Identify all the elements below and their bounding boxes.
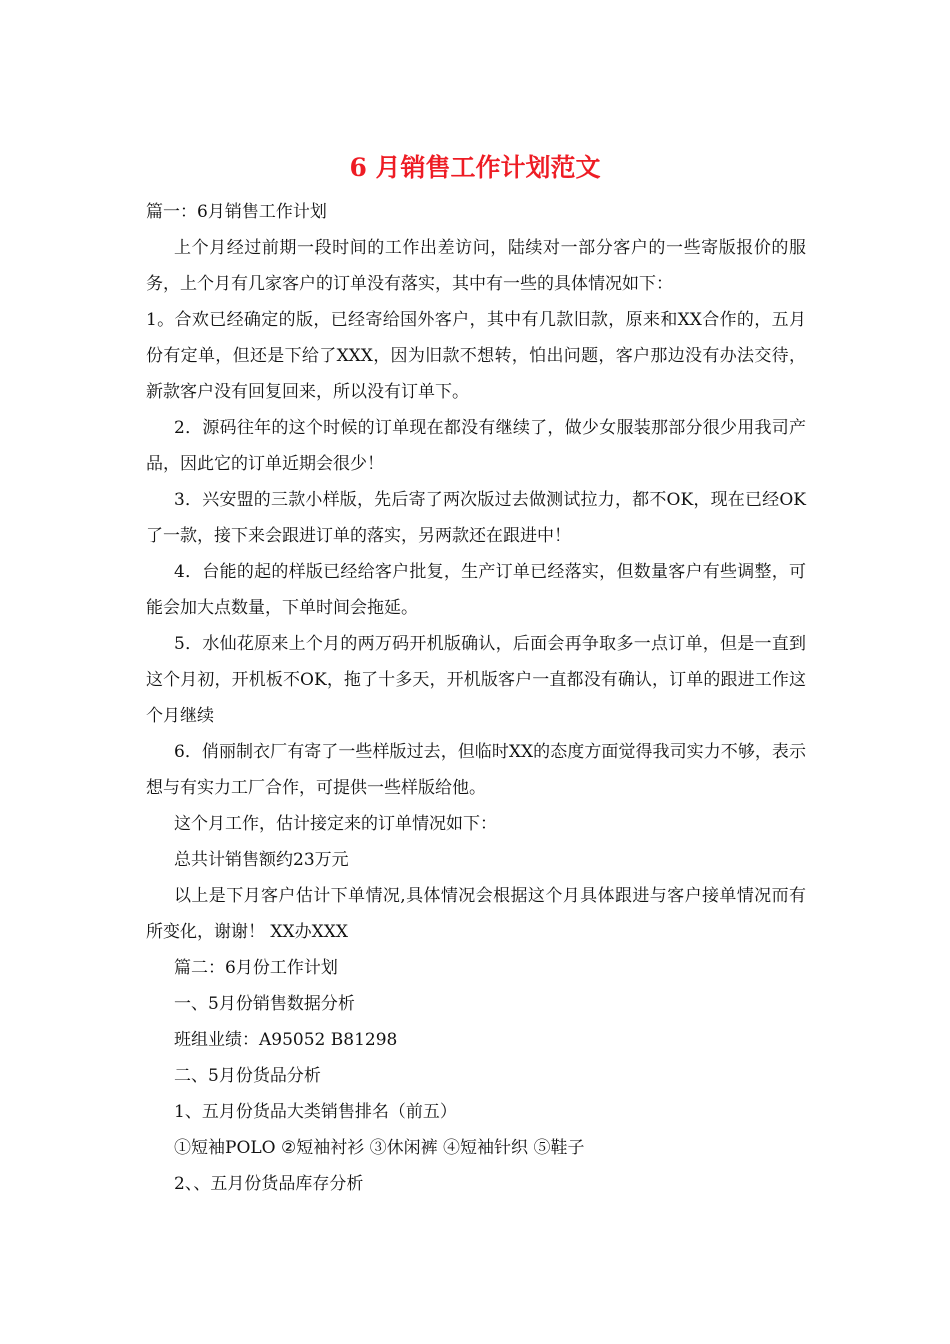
document-title: 6 月销售工作计划范文 <box>349 153 601 182</box>
paragraph: 1、五月份货品大类销售排名（前五） <box>174 1102 457 1122</box>
paragraph: 1。合欢已经确定的版，已经寄给国外客户，其中有几款旧款，原来和XX合作的，五月份有定单，但还是下给了XXX，因为旧款不想转，怕出问题，客户那边没有办法交待，新款客户没有回复回来，所以没有订单下。 <box>146 310 806 402</box>
paragraph: 一、5月份销售数据分析 <box>174 994 355 1014</box>
paragraph: 篇一：6月销售工作计划 <box>146 202 327 222</box>
paragraph: 篇二：6月份工作计划 <box>174 958 338 978</box>
paragraph: 这个月工作，估计接定来的订单情况如下： <box>174 814 497 834</box>
paragraph: 3．兴安盟的三款小样版，先后寄了两次版过去做测试拉力，都不OK，现在已经OK了一款，接下来会跟进订单的落实，另两款还在跟进中！ <box>146 490 806 546</box>
paragraph: 2、、五月份货品库存分析 <box>174 1174 364 1194</box>
paragraph: 总共计销售额约23万元 <box>174 850 349 870</box>
paragraph: 4．台能的起的样版已经给客户批复，生产订单已经落实，但数量客户有些调整，可能会加大点数量，下单时间会拖延。 <box>146 562 806 618</box>
paragraph: 班组业绩：A95052 B81298 <box>174 1030 398 1050</box>
paragraph: 二、5月份货品分析 <box>174 1066 321 1086</box>
document-body <box>146 194 806 1202</box>
paragraph: 2．源码往年的这个时候的订单现在都没有继续了，做少女服装那部分很少用我司产品，因此它的订单近期会很少！ <box>146 418 806 474</box>
paragraph: ①短袖POLO ②短袖衬衫 ③休闲裤 ④短袖针织 ⑤鞋子 <box>174 1138 585 1158</box>
paragraph: 6．俏丽制衣厂有寄了一些样版过去，但临时XX的态度方面觉得我司实力不够，表示想与有实力工厂合作，可提供一些样版给他。 <box>146 742 806 798</box>
paragraph: 5．水仙花原来上个月的两万码开机版确认，后面会再争取多一点订单，但是一直到这个月初，开机板不OK，拖了十多天，开机版客户一直都没有确认，订单的跟进工作这个月继续 <box>146 634 806 726</box>
paragraph: 上个月经过前期一段时间的工作出差访问，陆续对一部分客户的一些寄版报价的服务，上个月有几家客户的订单没有落实，其中有一些的具体情况如下： <box>146 238 806 294</box>
paragraph: 以上是下月客户估计下单情况,具体情况会根据这个月具体跟进与客户接单情况而有所变化，谢谢！ XX办XXX <box>146 886 806 942</box>
